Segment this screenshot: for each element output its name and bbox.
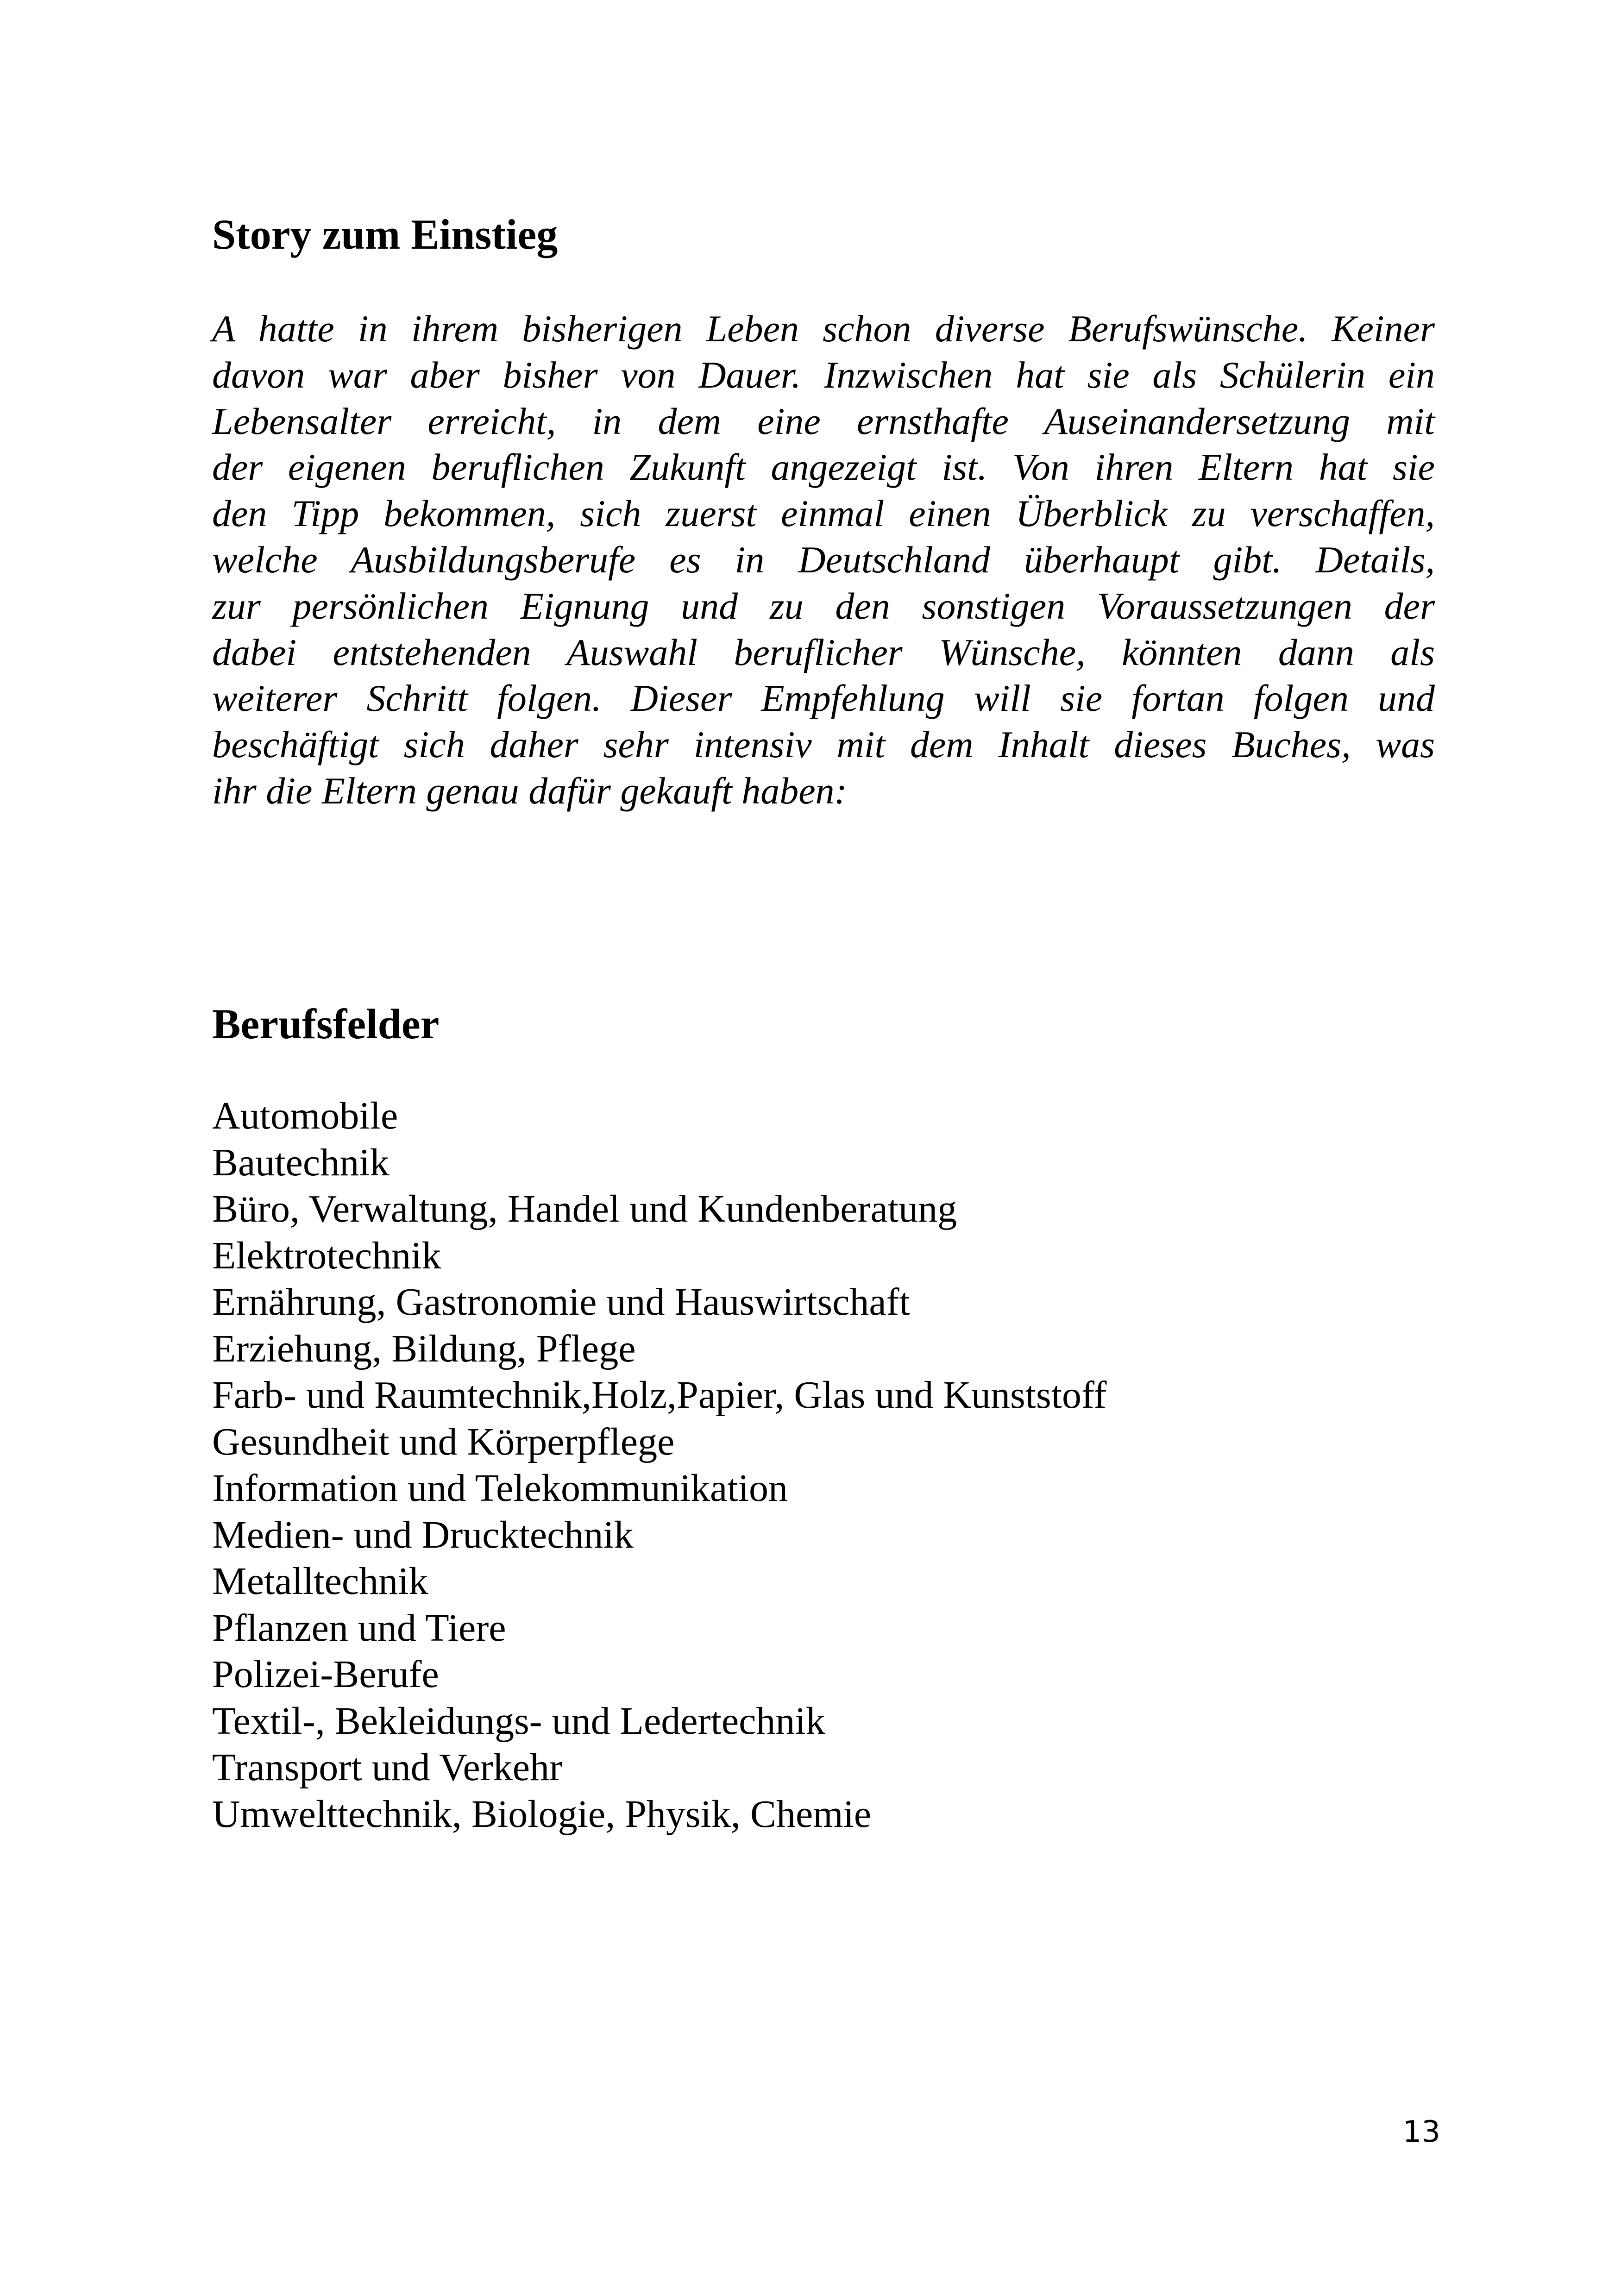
occupational-fields-list (212, 1093, 1106, 1838)
list-item: Medien- und Drucktechnik (212, 1513, 634, 1556)
fields-heading: Berufsfelder (212, 1000, 440, 1048)
story-line: Lebensalter erreicht, in dem eine ernsthafte Auseinandersetzung mit (212, 400, 1435, 442)
story-line: der eigenen beruflichen Zukunft angezeigt ist. Von ihren Eltern hat sie (212, 446, 1435, 489)
story-line: davon war aber bisher von Dauer. Inzwischen hat sie als Schülerin ein (212, 353, 1435, 396)
list-item: Automobile (212, 1094, 398, 1137)
story-line: welche Ausbildungsberufe es in Deutschland überhaupt gibt. Details, (212, 538, 1435, 581)
list-item: Umwelttechnik, Biologie, Physik, Chemie (212, 1792, 872, 1836)
list-item: Transport und Verkehr (212, 1746, 562, 1789)
list-item: Information und Telekommunikation (212, 1467, 788, 1510)
story-line: ihr die Eltern genau dafür gekauft haben: (212, 769, 847, 812)
story-heading: Story zum Einstieg (212, 211, 558, 258)
list-item: Pflanzen und Tiere (212, 1606, 506, 1650)
page-number: 13 (1402, 2115, 1440, 2149)
list-item: Textil-, Bekleidungs- und Ledertechnik (212, 1699, 825, 1743)
list-item: Bautechnik (212, 1141, 390, 1184)
story-line: den Tipp bekommen, sich zuerst einmal einen Überblick zu verschaffen, (212, 492, 1435, 535)
story-line: zur persönlichen Eignung und zu den sonstigen Voraussetzungen der (212, 584, 1435, 627)
story-line: A hatte in ihrem bisherigen Leben schon diverse Berufswünsche. Keiner (212, 307, 1435, 350)
list-item: Elektrotechnik (212, 1234, 441, 1277)
story-line: dabei entstehenden Auswahl beruflicher Wünsche, könnten dann als (212, 631, 1435, 673)
list-item: Gesundheit und Körperpflege (212, 1420, 675, 1463)
list-item: Polizei-Berufe (212, 1653, 439, 1696)
list-item: Büro, Verwaltung, Handel und Kundenberatung (212, 1187, 957, 1230)
list-item: Farb- und Raumtechnik,Holz,Papier, Glas und Kunststoff (212, 1374, 1107, 1417)
list-item: Ernährung, Gastronomie und Hauswirtschaft (212, 1280, 910, 1324)
story-line: weiterer Schritt folgen. Dieser Empfehlung will sie fortan folgen und (212, 677, 1435, 720)
list-item: Metalltechnik (212, 1560, 428, 1603)
story-line: beschäftigt sich daher sehr intensiv mit dem Inhalt dieses Buches, was (212, 723, 1435, 766)
story-paragraph (212, 306, 1435, 814)
list-item: Erziehung, Bildung, Pflege (212, 1327, 636, 1370)
